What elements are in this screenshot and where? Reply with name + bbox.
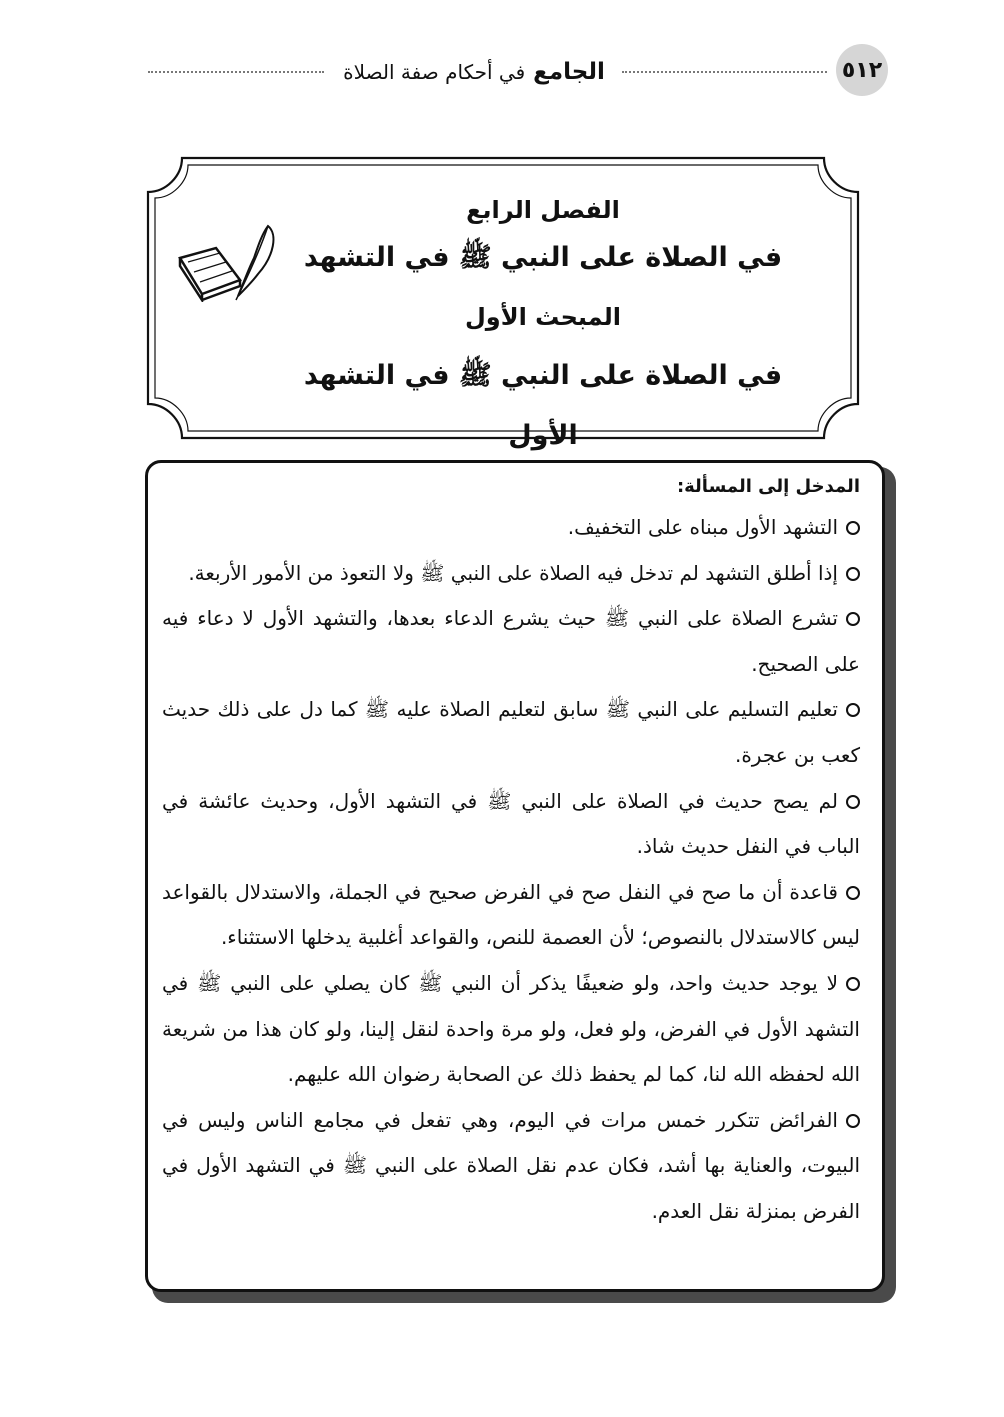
book-title-rest: في أحكام صفة الصلاة: [343, 60, 526, 84]
chapter-subtitle: في الصلاة على النبي ﷺ في التشهد: [303, 242, 783, 273]
circle-bullet-icon: [846, 795, 860, 809]
list-item: تعليم التسليم على النبي ﷺ سابق لتعليم الصلاة عليه ﷺ كما دل على ذلك حديث كعب بن عجرة.: [162, 697, 860, 767]
circle-bullet-icon: [846, 521, 860, 535]
page-number: ٥١٢: [836, 44, 888, 96]
chapter-title-frame: [146, 156, 860, 451]
header-dotted-line-left: [148, 71, 324, 73]
list-item: إذا أطلق التشهد لم تدخل فيه الصلاة على النبي ﷺ ولا التعوذ من الأمور الأربعة.: [162, 551, 860, 597]
list-item: تشرع الصلاة على النبي ﷺ حيث يشرع الدعاء بعدها، والتشهد الأول لا دعاء فيه على الصحيح.: [162, 606, 860, 676]
circle-bullet-icon: [846, 612, 860, 626]
list-item: لا يوجد حديث واحد، ولو ضعيفًا يذكر أن النبي ﷺ كان يصلي على النبي ﷺ في التشهد الأول في الفرض، ولو فعل، ولو مرة واحدة لنقل إلينا، ولو كان هذا من شريعة الله لحفظه الله لنا، كما لم يحفظ ذلك عن الصحابة رضوان الله عليهم.: [162, 970, 860, 1087]
list-item: قاعدة أن ما صح في النفل صح في الفرض صحيح في الجملة، والاستدلال بالقواعد ليس كالاستدلال بالنصوص؛ لأن العصمة للنص، والقواعد أغلبية يدخلها الاستثناء.: [162, 879, 860, 950]
circle-bullet-icon: [846, 1114, 860, 1128]
circle-bullet-icon: [846, 977, 860, 991]
entry-heading: المدخل إلى المسألة:: [676, 476, 860, 497]
list-item: لم يصح حديث في الصلاة على النبي ﷺ في التشهد الأول، وحديث عائشة في الباب في النفل حديث شاذ.: [162, 788, 860, 859]
entry-box: [145, 460, 885, 1292]
section-title: المبحث الأول: [464, 303, 622, 331]
list-item: الفرائض تتكرر خمس مرات في اليوم، وهي تفعل في مجامع الناس وليس في البيوت، والعناية بها أشد، فكان عدم نقل الصلاة على النبي ﷺ في التشهد الأول في الفرض بمنزلة نقل العدم.: [162, 1107, 860, 1223]
running-header: [333, 52, 615, 92]
list-item: التشهد الأول مبناه على التخفيف.: [162, 505, 860, 551]
circle-bullet-icon: [846, 703, 860, 717]
circle-bullet-icon: [846, 567, 860, 581]
book-title-bold: الجامع: [533, 59, 605, 85]
section-subtitle: في الصلاة على النبي ﷺ في التشهد الأول: [303, 360, 783, 451]
circle-bullet-icon: [846, 886, 860, 900]
chapter-title: الفصل الرابع: [466, 196, 620, 224]
header-dotted-line-right: [622, 71, 827, 73]
